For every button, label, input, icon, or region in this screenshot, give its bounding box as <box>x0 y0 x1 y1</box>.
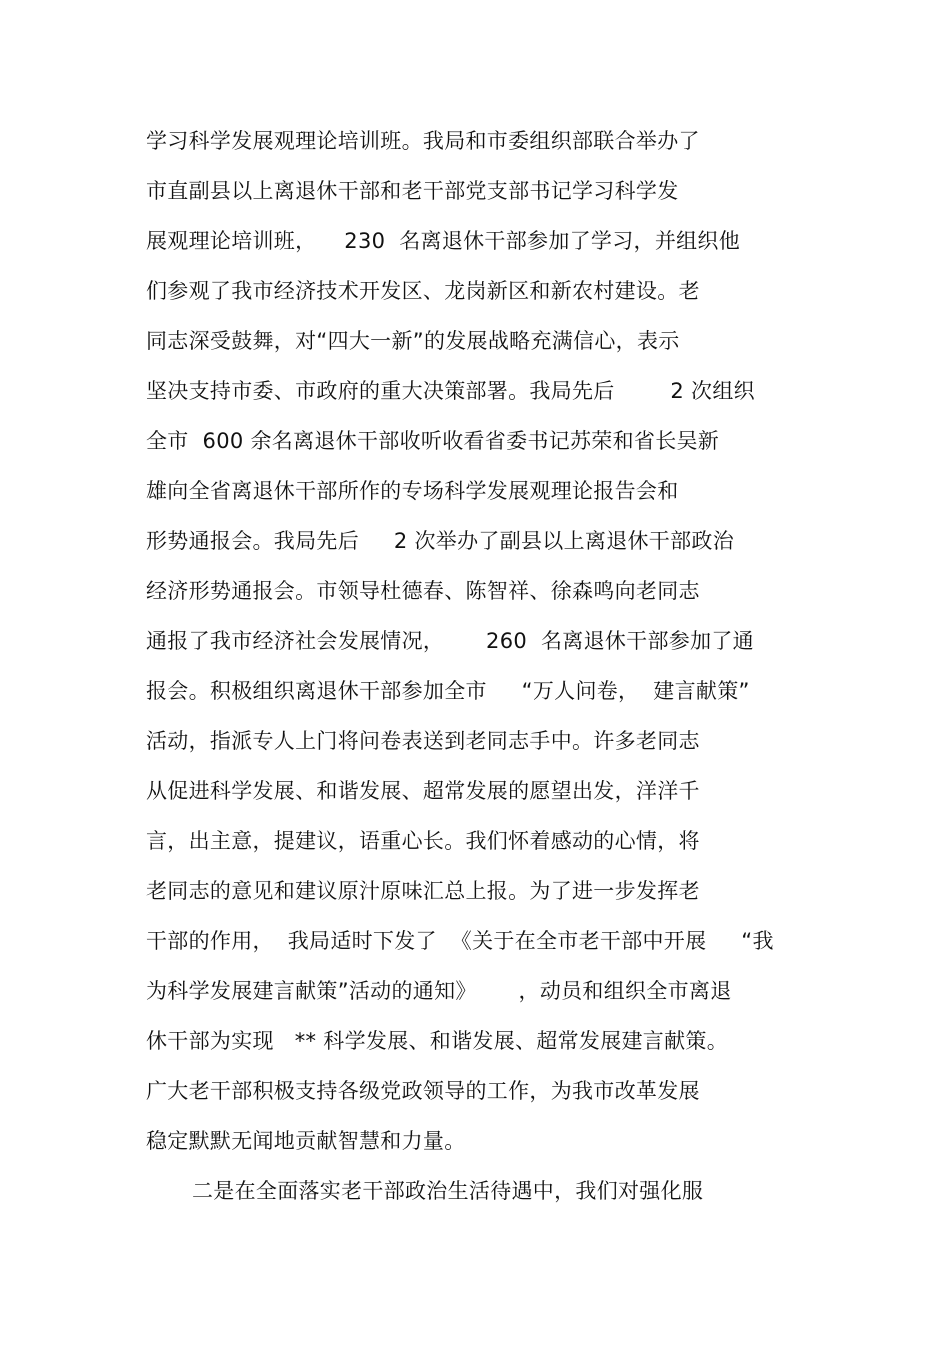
text-line: 雄向全省离退休干部所作的专场科学发展观理论报告会和 <box>146 479 679 503</box>
text-line: 市直副县以上离退休干部和老干部党支部书记学习科学发 <box>146 179 679 203</box>
text-line: 学习科学发展观理论培训班。我局和市委组织部联合举办了 <box>146 129 700 153</box>
text-line: 稳定默默无闻地贡献智慧和力量。 <box>146 1129 466 1153</box>
text-line: 老同志的意见和建议原汁原味汇总上报。为了进一步发挥老 <box>146 879 700 903</box>
text-line: 干部的作用， 我局适时下发了 《关于在全市老干部中开展 “我 <box>146 929 774 953</box>
text-line: 经济形势通报会。市领导杜德春、陈智祥、徐森鸣向老同志 <box>146 579 700 603</box>
text-line: 为科学发展建言献策”活动的通知》 ，动员和组织全市离退 <box>146 979 732 1003</box>
text-line: 从促进科学发展、和谐发展、超常发展的愿望出发，洋洋千 <box>146 779 700 803</box>
body-text <box>146 124 826 1224</box>
text-line: 坚决支持市委、市政府的重大决策部署。我局先后 2 次组织 <box>146 379 755 403</box>
text-line: 展观理论培训班， 230 名离退休干部参加了学习，并组织他 <box>146 229 741 253</box>
text-line: 广大老干部积极支持各级党政领导的工作，为我市改革发展 <box>146 1079 700 1103</box>
text-line: 报会。积极组织离退休干部参加全市 “万人问卷， 建言献策” <box>146 679 750 703</box>
text-line: 通报了我市经济社会发展情况， 260 名离退休干部参加了通 <box>146 629 754 653</box>
paragraph-start-line: 二是在全面落实老干部政治生活待遇中，我们对强化服 <box>192 1179 704 1203</box>
text-line: 言，出主意，提建议，语重心长。我们怀着感动的心情，将 <box>146 829 700 853</box>
text-line: 同志深受鼓舞，对“四大一新”的发展战略充满信心，表示 <box>146 329 680 353</box>
text-line: 形势通报会。我局先后 2 次举办了副县以上离退休干部政治 <box>146 529 735 553</box>
text-line: 休干部为实现 ** 科学发展、和谐发展、超常发展建言献策。 <box>146 1029 728 1053</box>
text-line: 全市 600 余名离退休干部收听收看省委书记苏荣和省长吴新 <box>146 429 720 453</box>
text-line: 活动，指派专人上门将问卷表送到老同志手中。许多老同志 <box>146 729 700 753</box>
text-line: 们参观了我市经济技术开发区、龙岗新区和新农村建设。老 <box>146 279 700 303</box>
